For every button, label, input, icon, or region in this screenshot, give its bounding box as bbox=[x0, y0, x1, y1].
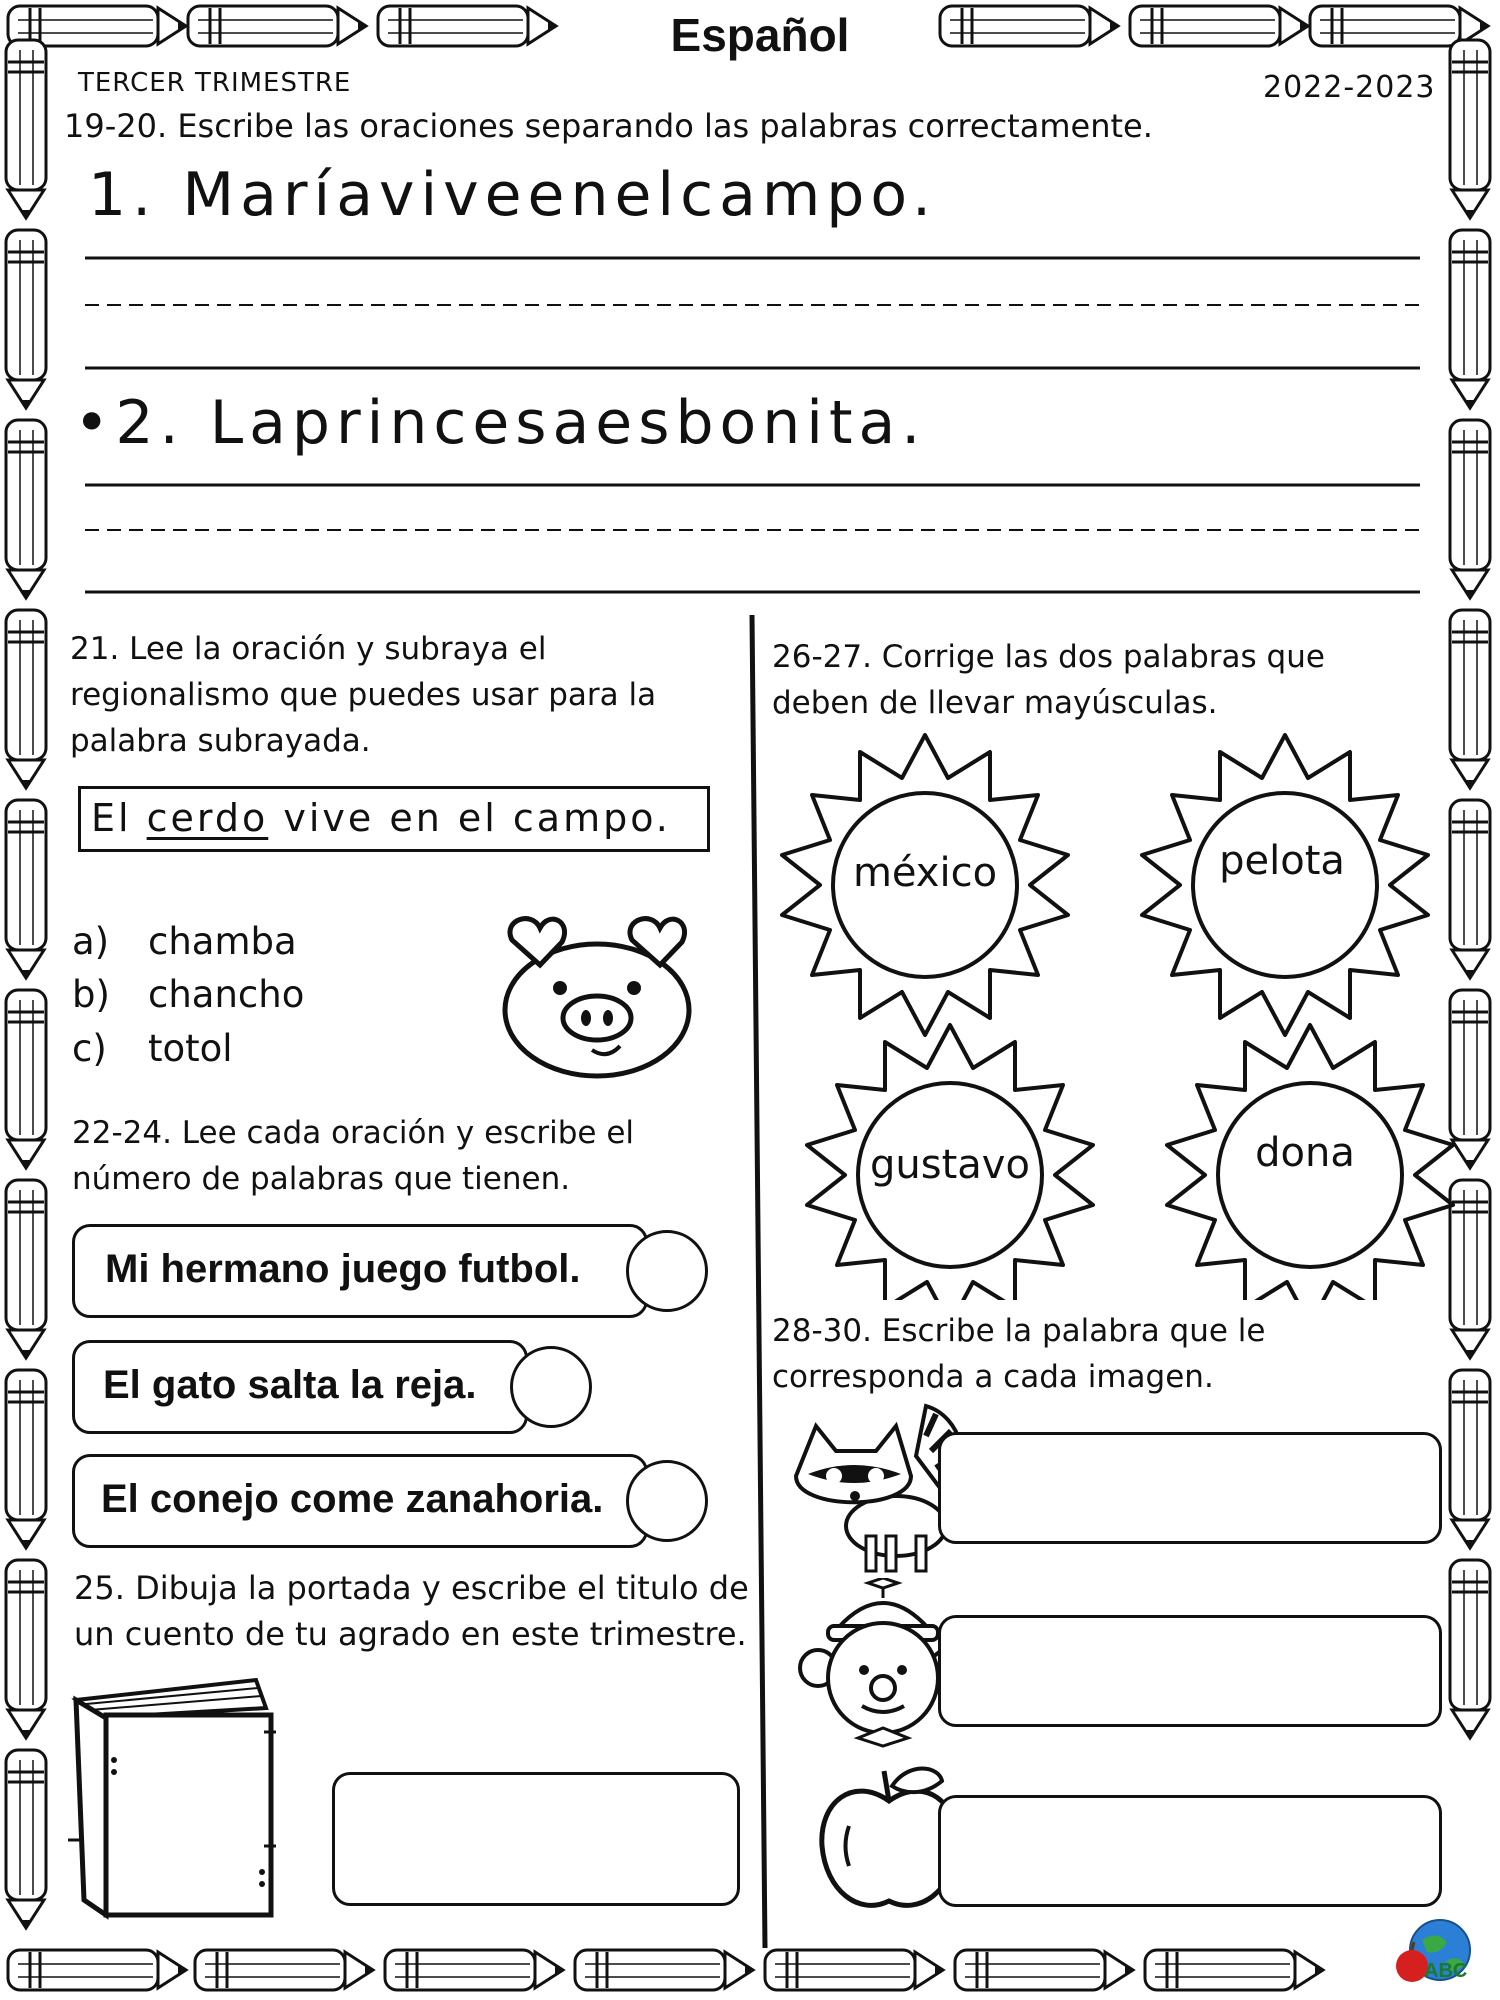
answer-box-apple[interactable] bbox=[938, 1795, 1442, 1907]
sentence-2: El gato salta la reja. bbox=[103, 1363, 477, 1407]
logo-text: ABC bbox=[1424, 1960, 1468, 1982]
underlined-word: cerdo bbox=[146, 796, 269, 840]
q21-sentence-box bbox=[78, 786, 710, 852]
q20-sentence: •2. Laprincesaesbonita. bbox=[74, 388, 927, 458]
sentence-box-2 bbox=[72, 1340, 528, 1434]
q19-20-instruction: 19-20. Escribe las oraciones separando las palabras correctamente. bbox=[64, 107, 1153, 145]
sentence-text-start: El bbox=[91, 796, 147, 840]
q21-instruction: 21. Lee la oración y subraya el regionalismo que puedes usar para la palabra subrayada. bbox=[70, 631, 657, 759]
sun-word-1[interactable]: méxico bbox=[852, 850, 998, 896]
sentence-box-1 bbox=[72, 1224, 648, 1318]
sun-word-2[interactable]: pelota bbox=[1219, 838, 1345, 884]
option-c[interactable]: totol bbox=[148, 1027, 233, 1070]
suns-group bbox=[780, 730, 1460, 1300]
option-c-letter: c) bbox=[72, 1027, 107, 1070]
abc-logo bbox=[1392, 1910, 1472, 1990]
sentence-text-end: vive en el campo. bbox=[268, 796, 671, 840]
q28-30-instruction: 28-30. Escribe la palabra que le corresponda a cada imagen. bbox=[772, 1313, 1266, 1395]
column-divider bbox=[752, 615, 765, 1948]
school-year: 2022-2023 bbox=[1263, 70, 1436, 105]
word-count-circle-2[interactable] bbox=[510, 1346, 592, 1428]
answer-box-raccoon[interactable] bbox=[938, 1432, 1442, 1544]
word-count-circle-1[interactable] bbox=[626, 1230, 708, 1312]
sun-word-3[interactable]: gustavo bbox=[870, 1142, 1030, 1188]
q22-24-instruction: 22-24. Lee cada oración y escribe el número de palabras que tienen. bbox=[72, 1115, 635, 1197]
sun-icon-2 bbox=[1142, 735, 1428, 1035]
q25-instruction: 25. Dibuja la portada y escribe el titulo de un cuento de tu agrado en este trimestre. bbox=[74, 1569, 749, 1653]
q26-27-instruction: 26-27. Corrige las dos palabras que deben de llevar mayúsculas. bbox=[772, 639, 1325, 721]
q19-sentence: 1. Maríaviveenelcampo. bbox=[88, 160, 938, 230]
sentence-box-3 bbox=[72, 1454, 648, 1548]
story-title-box[interactable] bbox=[332, 1772, 740, 1906]
trimester-label: TERCER TRIMESTRE bbox=[78, 68, 352, 98]
option-b[interactable]: chancho bbox=[148, 973, 305, 1016]
option-a-letter: a) bbox=[72, 920, 110, 963]
pig-icon bbox=[492, 910, 702, 1080]
answer-box-clown[interactable] bbox=[938, 1615, 1442, 1727]
book-icon bbox=[66, 1660, 286, 1920]
option-a[interactable]: chamba bbox=[148, 920, 297, 963]
word-count-circle-3[interactable] bbox=[626, 1460, 708, 1542]
sentence-3: El conejo come zanahoria. bbox=[101, 1477, 604, 1521]
option-b-letter: b) bbox=[72, 973, 110, 1016]
page-title: Español bbox=[650, 8, 870, 62]
sun-word-4[interactable]: dona bbox=[1255, 1130, 1355, 1176]
sentence-1: Mi hermano juego futbol. bbox=[105, 1247, 581, 1291]
